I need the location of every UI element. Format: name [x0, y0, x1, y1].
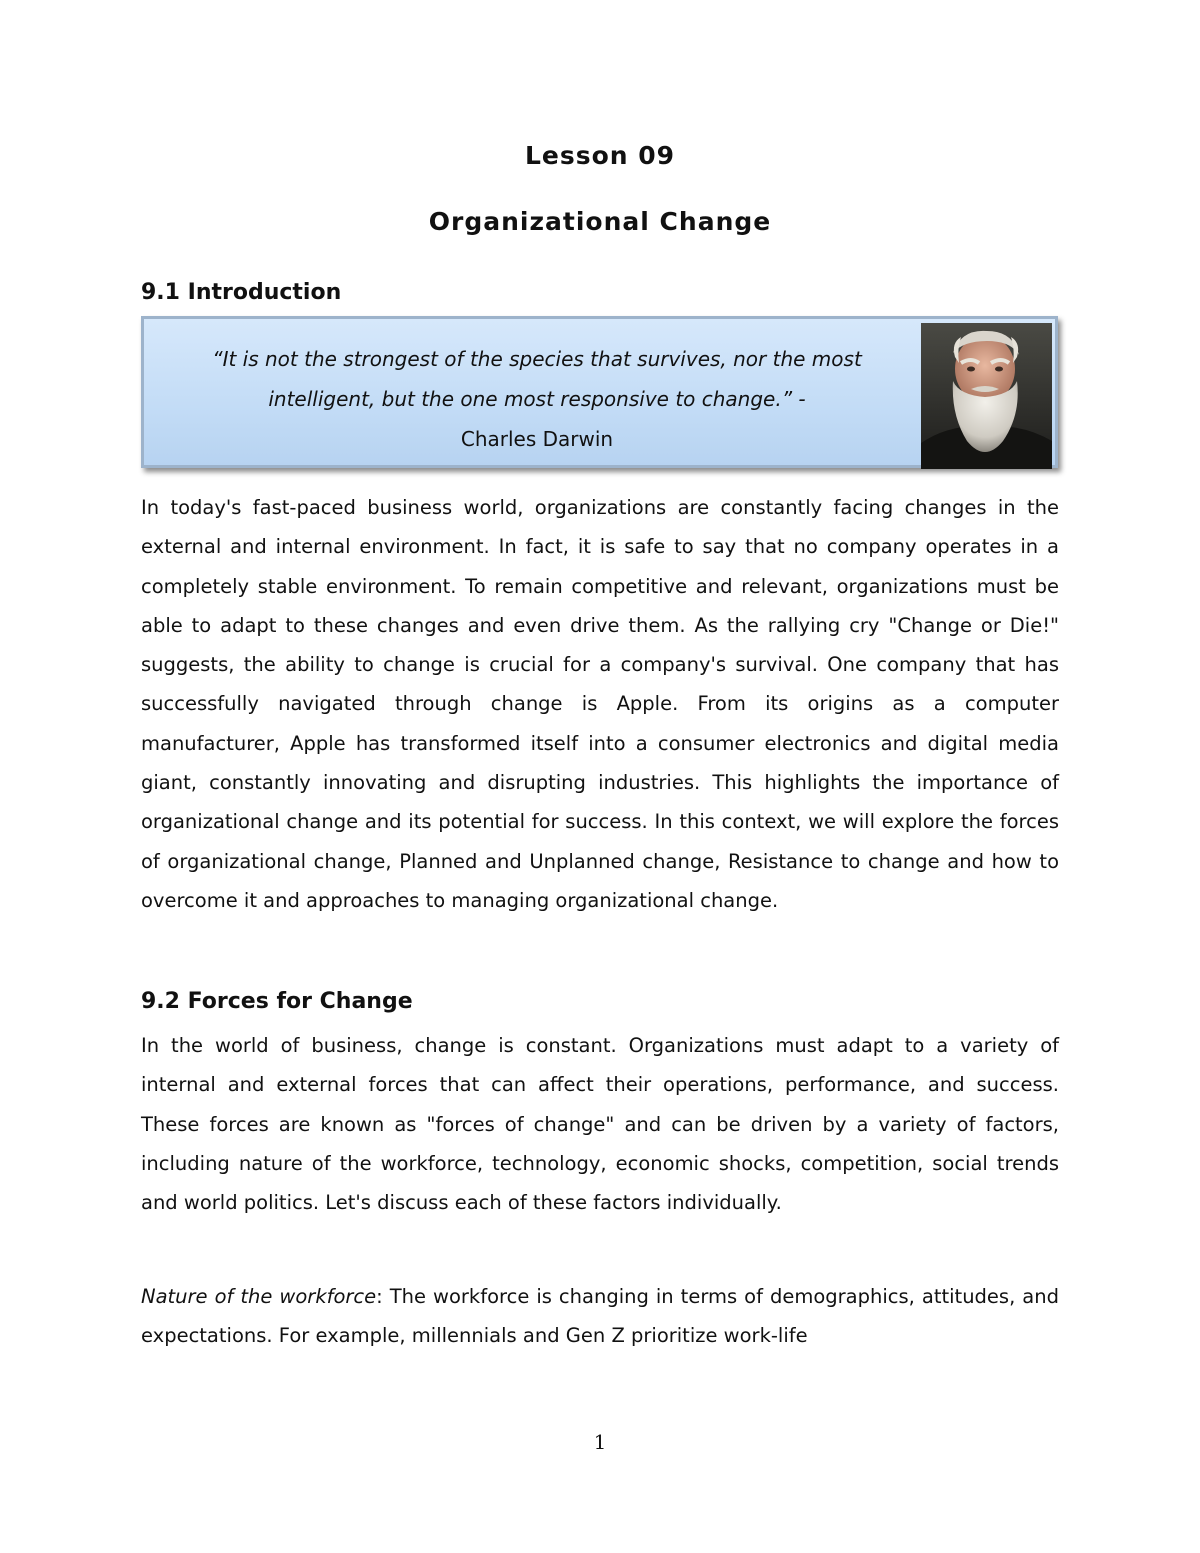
introduction-paragraph: In today's fast-paced business world, organizations are constantly facing changes in the external and internal environment. In fact, it is safe to say that no company operates in a completely stable environment. To remain competitive and relevant, organizations must be able to adapt to these changes and even drive them. As the rallying cry "Change or Die!" suggests, the ability to change is crucial for a company's survival. One company that has successfully navigated through change is Apple. From its origins as a computer manufacturer, Apple has transformed itself into a consumer electronics and digital media giant, constantly innovating and disrupting industries. This highlights the importance of organizational change and its potential for success. In this context, we will explore the forces of organizational change, Planned and Unplanned change, Resistance to change and how to overcome it and approaches to managing organizational change. [141, 496, 1059, 912]
chapter-title: Organizational Change [428, 207, 772, 236]
forces-paragraph: In the world of business, change is constant. Organizations must adapt to a variety of internal and external forces that can affect their operations, performance, and success. These forces are known as "forces of change" and can be driven by a variety of factors, including nature of the workforce, technology, economic shocks, competition, social trends and world politics. Let's discuss each of these factors individually. [141, 1034, 1059, 1215]
quote-box [141, 316, 1058, 468]
section-heading-introduction: 9.1 Introduction [141, 280, 342, 305]
quote [184, 339, 890, 459]
section-heading-forces-for-change: 9.2 Forces for Change [141, 989, 413, 1014]
quote-author: Charles Darwin [460, 427, 614, 451]
workforce-label: Nature of the workforce [141, 1285, 377, 1308]
page-number: 1 [593, 1430, 607, 1454]
workforce-text: : The workforce is changing in terms of demographics, attitudes, and expectations. For example, millennials and Gen Z prioritize work-life [141, 1285, 1059, 1348]
workforce-paragraph [141, 1277, 1059, 1356]
quote-text: “It is not the strongest of the species that survives, nor the most intelligent, but the one most responsive to change.” - [212, 347, 862, 411]
lesson-title: Lesson 09 [524, 141, 676, 170]
portrait-icon [921, 323, 1052, 469]
